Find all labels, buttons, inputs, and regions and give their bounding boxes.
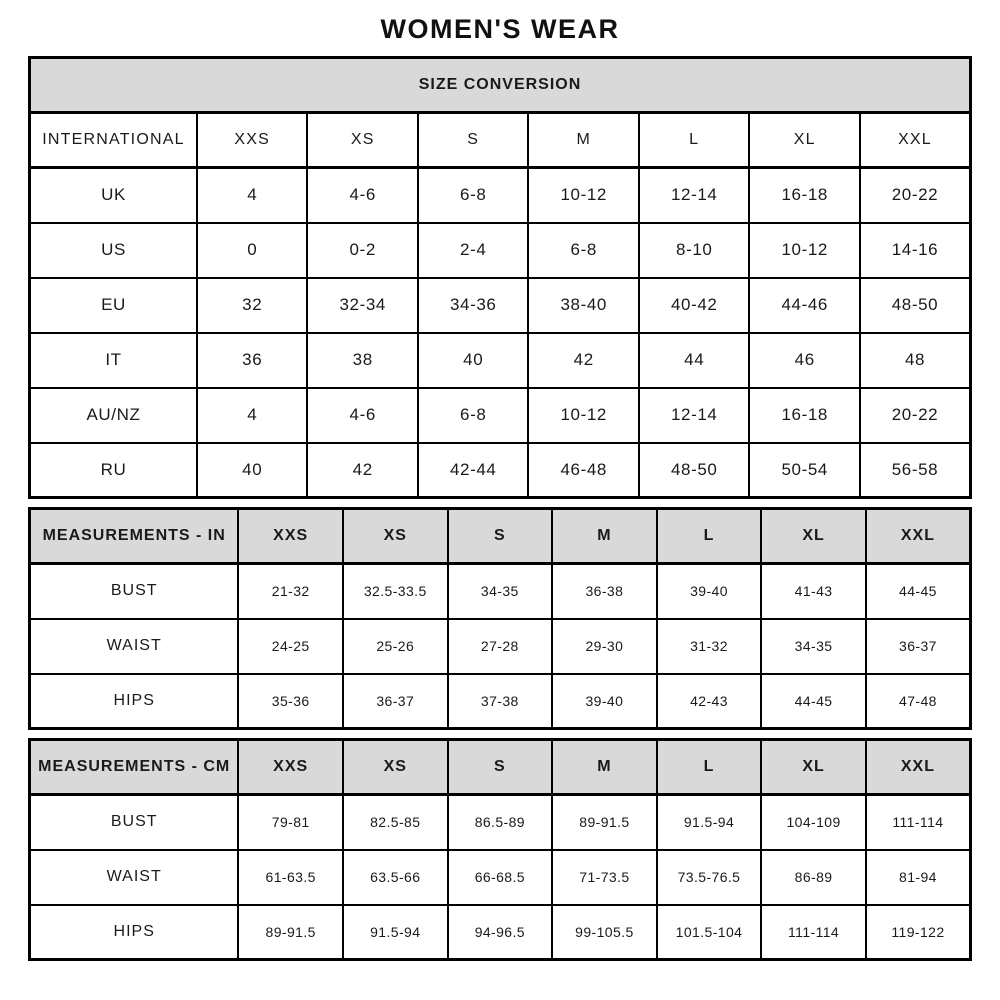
value-cell: 4-6 [307,388,418,443]
measurements-cm-table-body [30,740,971,960]
value-cell: 40 [418,333,529,388]
table-row [30,674,971,729]
measurements-in-table-body [30,509,971,729]
value-cell: 6-8 [418,168,529,223]
value-cell: 41-43 [761,564,866,619]
column-header-size-cell: XL [749,113,860,168]
value-cell: 25-26 [343,619,448,674]
value-cell: 99-105.5 [552,905,657,960]
table-title-cell: SIZE CONVERSION [30,58,971,113]
value-cell: 34-36 [418,278,529,333]
value-cell: 71-73.5 [552,850,657,905]
row-label-cell: BUST [30,564,239,619]
value-cell: 40-42 [639,278,750,333]
value-cell: 36-37 [343,674,448,729]
column-header-label-cell: INTERNATIONAL [30,113,197,168]
value-cell: 6-8 [418,388,529,443]
column-header-size-cell: L [639,113,750,168]
value-cell: 50-54 [749,443,860,498]
value-cell: 38 [307,333,418,388]
value-cell: 111-114 [761,905,866,960]
value-cell: 10-12 [528,168,639,223]
column-header-size-cell: M [552,509,657,564]
table-row [30,168,971,223]
value-cell: 101.5-104 [657,905,762,960]
table-title-row [30,58,971,113]
value-cell: 10-12 [528,388,639,443]
value-cell: 82.5-85 [343,795,448,850]
value-cell: 10-12 [749,223,860,278]
value-cell: 89-91.5 [238,905,343,960]
value-cell: 8-10 [639,223,750,278]
column-header-size-cell: XS [307,113,418,168]
value-cell: 42-44 [418,443,529,498]
row-label-cell: US [30,223,197,278]
value-cell: 46 [749,333,860,388]
size-conversion-table [28,56,972,499]
column-header-size-cell: L [657,740,762,795]
value-cell: 34-35 [761,619,866,674]
value-cell: 86-89 [761,850,866,905]
value-cell: 48 [860,333,971,388]
value-cell: 20-22 [860,168,971,223]
column-header-size-cell: XL [761,509,866,564]
value-cell: 16-18 [749,168,860,223]
value-cell: 91.5-94 [657,795,762,850]
value-cell: 27-28 [448,619,553,674]
value-cell: 2-4 [418,223,529,278]
value-cell: 39-40 [657,564,762,619]
column-header-size-cell: XS [343,509,448,564]
value-cell: 79-81 [238,795,343,850]
table-row [30,388,971,443]
column-header-size-cell: XXL [860,113,971,168]
row-label-cell: EU [30,278,197,333]
value-cell: 44-46 [749,278,860,333]
page-title: WOMEN'S WEAR [380,14,620,44]
value-cell: 56-58 [860,443,971,498]
column-header-size-cell: L [657,509,762,564]
row-label-cell: HIPS [30,905,239,960]
row-label-cell: AU/NZ [30,388,197,443]
row-label-cell: IT [30,333,197,388]
value-cell: 4 [197,388,308,443]
table-row [30,619,971,674]
value-cell: 38-40 [528,278,639,333]
value-cell: 36 [197,333,308,388]
value-cell: 111-114 [866,795,971,850]
value-cell: 48-50 [639,443,750,498]
row-label-cell: WAIST [30,619,239,674]
measurements-cm-table [28,738,972,961]
table-row [30,850,971,905]
value-cell: 104-109 [761,795,866,850]
column-header-size-cell: S [418,113,529,168]
value-cell: 12-14 [639,388,750,443]
table-row [30,278,971,333]
value-cell: 40 [197,443,308,498]
table-row [30,333,971,388]
value-cell: 36-37 [866,619,971,674]
value-cell: 0-2 [307,223,418,278]
row-label-cell: WAIST [30,850,239,905]
column-header-size-cell: XXS [238,740,343,795]
value-cell: 119-122 [866,905,971,960]
value-cell: 42 [528,333,639,388]
value-cell: 31-32 [657,619,762,674]
value-cell: 4-6 [307,168,418,223]
value-cell: 34-35 [448,564,553,619]
value-cell: 20-22 [860,388,971,443]
value-cell: 63.5-66 [343,850,448,905]
row-label-cell: BUST [30,795,239,850]
value-cell: 32-34 [307,278,418,333]
value-cell: 44 [639,333,750,388]
table-header-row [30,509,971,564]
size-conversion-table-body [30,58,971,498]
value-cell: 44-45 [866,564,971,619]
value-cell: 86.5-89 [448,795,553,850]
table-row [30,443,971,498]
value-cell: 37-38 [448,674,553,729]
value-cell: 35-36 [238,674,343,729]
value-cell: 44-45 [761,674,866,729]
value-cell: 39-40 [552,674,657,729]
value-cell: 0 [197,223,308,278]
table-header-row [30,740,971,795]
column-header-size-cell: M [552,740,657,795]
value-cell: 42 [307,443,418,498]
table-row [30,223,971,278]
value-cell: 73.5-76.5 [657,850,762,905]
value-cell: 47-48 [866,674,971,729]
row-label-cell: UK [30,168,197,223]
column-header-size-cell: XS [343,740,448,795]
value-cell: 12-14 [639,168,750,223]
value-cell: 21-32 [238,564,343,619]
value-cell: 89-91.5 [552,795,657,850]
column-header-label-cell: MEASUREMENTS - IN [30,509,239,564]
value-cell: 91.5-94 [343,905,448,960]
value-cell: 66-68.5 [448,850,553,905]
value-cell: 4 [197,168,308,223]
value-cell: 16-18 [749,388,860,443]
column-header-size-cell: S [448,509,553,564]
table-row [30,564,971,619]
value-cell: 29-30 [552,619,657,674]
value-cell: 32.5-33.5 [343,564,448,619]
measurements-in-table [28,507,972,730]
table-row [30,905,971,960]
value-cell: 46-48 [528,443,639,498]
value-cell: 81-94 [866,850,971,905]
value-cell: 48-50 [860,278,971,333]
column-header-size-cell: XXL [866,509,971,564]
column-header-size-cell: XXL [866,740,971,795]
table-row [30,795,971,850]
value-cell: 6-8 [528,223,639,278]
row-label-cell: HIPS [30,674,239,729]
value-cell: 14-16 [860,223,971,278]
value-cell: 32 [197,278,308,333]
column-header-size-cell: XXS [238,509,343,564]
value-cell: 61-63.5 [238,850,343,905]
row-label-cell: RU [30,443,197,498]
column-header-size-cell: S [448,740,553,795]
column-header-size-cell: M [528,113,639,168]
table-header-row [30,113,971,168]
column-header-label-cell: MEASUREMENTS - CM [30,740,239,795]
value-cell: 42-43 [657,674,762,729]
value-cell: 24-25 [238,619,343,674]
value-cell: 94-96.5 [448,905,553,960]
column-header-size-cell: XXS [197,113,308,168]
column-header-size-cell: XL [761,740,866,795]
value-cell: 36-38 [552,564,657,619]
